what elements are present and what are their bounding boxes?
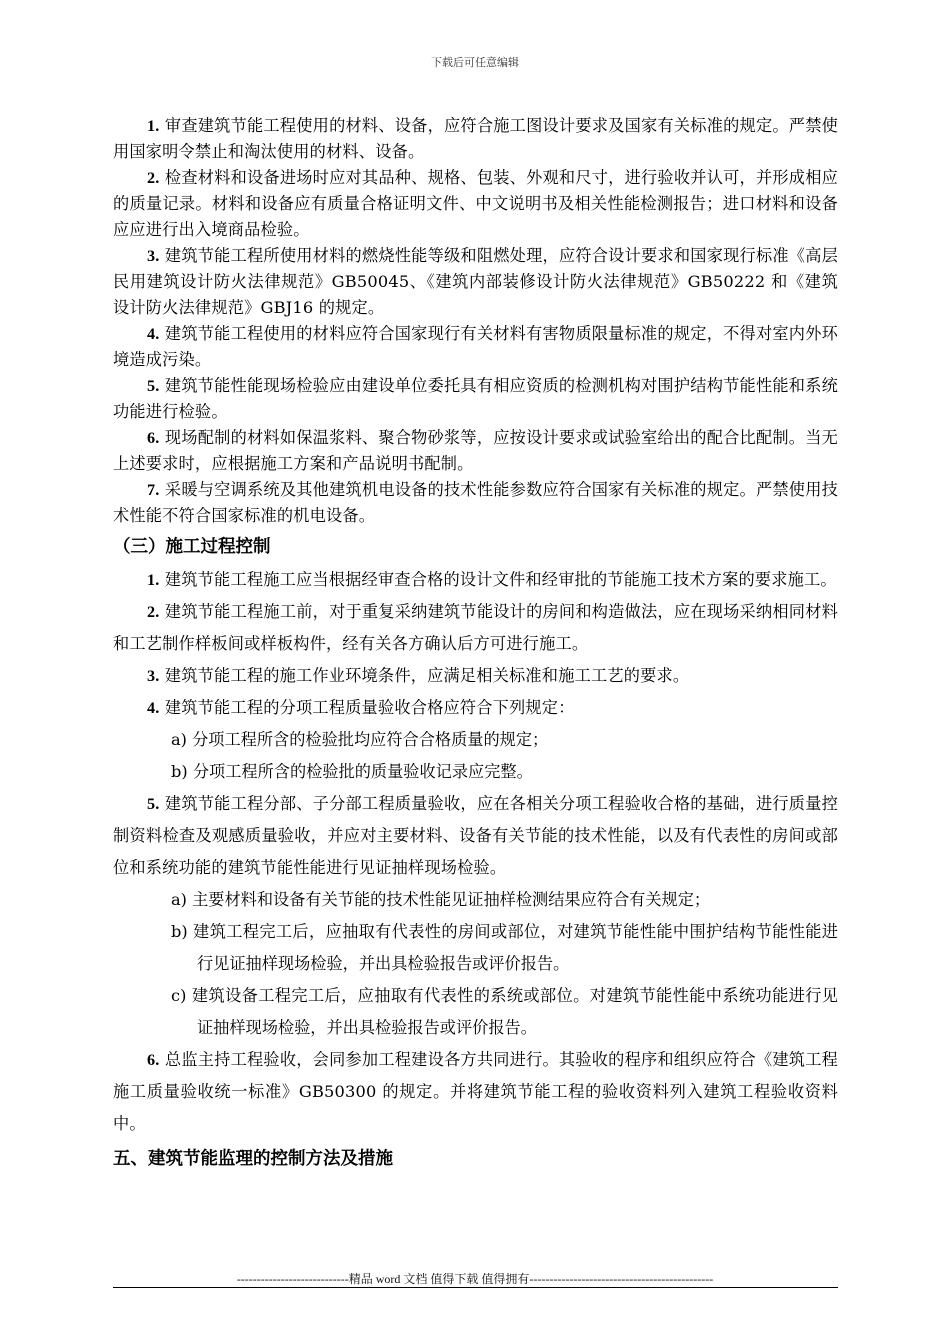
list-item-5c: c) 建筑设备工程完工后，应抽取有代表性的系统或部位。对建筑节能性能中系统功能进行见证抽样现场检验，并出具检验报告或评价报告。 <box>171 986 838 1037</box>
paragraph-2 <box>113 165 838 243</box>
list-item-4a: a) 分项工程所含的检验批均应符合合格质量的规定； <box>171 730 549 749</box>
paragraph-text: 审查建筑节能工程使用的材料、设备，应符合施工图设计要求及国家有关标准的规定。严禁使用国家明令禁止和淘汰使用的材料、设备。 <box>113 116 838 161</box>
paragraph-4 <box>113 321 838 373</box>
paragraph-text: 采暖与空调系统及其他建筑机电设备的技术性能参数应符合国家有关标准的规定。严禁使用技术性能不符合国家标准的机电设备。 <box>113 480 838 525</box>
paragraph-text: 建筑节能工程分部、子分部工程质量验收，应在各相关分项工程验收合格的基础，进行质量控制资料检查及观感质量验收，并应对主要材料、设备有关节能的技术性能，以及有代表性的房间或部位和系统功能的建筑节能性能进行见证抽样现场检验。 <box>113 794 838 877</box>
paragraph-5 <box>113 373 838 425</box>
control-paragraph-4 <box>113 692 838 724</box>
paragraph-3 <box>113 243 838 321</box>
item-number: 3. <box>147 247 160 265</box>
paragraph-text: 总监主持工程验收，会同参加工程建设各方共同进行。其验收的程序和组织应符合《建筑工程施工质量验收统一标准》GB50300 的规定。并将建筑节能工程的验收资料列入建筑工程验收资料中。 <box>113 1050 838 1133</box>
item-number: 4. <box>147 325 160 343</box>
item-number: 7. <box>147 481 160 499</box>
paragraph-text: 现场配制的材料如保温浆料、聚合物砂浆等，应按设计要求或试验室给出的配合比配制。当无上述要求时，应根据施工方案和产品说明书配制。 <box>113 428 838 473</box>
item-number: 5. <box>147 795 160 813</box>
paragraph-text: 建筑节能工程的施工作业环境条件，应满足相关标准和施工工艺的要求。 <box>159 666 690 685</box>
item-number: 1. <box>147 571 160 589</box>
paragraph-text: 检查材料和设备进场时应对其品种、规格、包装、外观和尺寸，进行验收并认可，并形成相应的质量记录。材料和设备应有质量合格证明文件、中文说明书及相关性能检测报告；进口材料和设备应应进行出入境商品检验。 <box>113 168 838 239</box>
control-paragraph-3 <box>113 660 838 692</box>
section-heading-control-methods: 五、建筑节能监理的控制方法及措施 <box>113 1149 393 1169</box>
control-paragraph-2 <box>113 596 838 660</box>
paragraph-text: 建筑节能工程施工应当根据经审查合格的设计文件和经审批的节能施工技术方案的要求施工。 <box>159 570 837 589</box>
list-item-5a: a) 主要材料和设备有关节能的技术性能见证抽样检测结果应符合有关规定； <box>171 890 711 909</box>
paragraph-7 <box>113 477 838 529</box>
footer-divider <box>113 1287 838 1288</box>
paragraph-text: 建筑节能工程所使用材料的燃烧性能等级和阻燃处理，应符合设计要求和国家现行标准《高层民用建筑设计防火法律规范》GB50045、《建筑内部装修设计防火法律规范》GB50222 和《建筑设计防火法律规范》GBJ16 的规定。 <box>113 246 838 317</box>
control-paragraph-1 <box>113 564 838 596</box>
item-number: 6. <box>147 1051 160 1069</box>
paragraph-1 <box>113 113 838 165</box>
page-footer: ----------------------------精品 word 文档 值得下载 值得拥有---------------------------------------------- <box>236 1272 714 1286</box>
control-paragraph-5 <box>113 788 838 884</box>
paragraph-6 <box>113 425 838 477</box>
control-paragraph-6 <box>113 1044 838 1140</box>
document-body <box>113 113 838 1176</box>
paragraph-text: 建筑节能性能现场检验应由建设单位委托具有相应资质的检测机构对围护结构节能性能和系统功能进行检验。 <box>113 376 838 421</box>
list-item-4b: b) 分项工程所含的检验批的质量验收记录应完整。 <box>171 762 533 781</box>
list-item-5b: b) 建筑工程完工后，应抽取有代表性的房间或部位，对建筑节能性能中围护结构节能性能进行见证抽样现场检验，并出具检验报告或评价报告。 <box>171 922 838 973</box>
paragraph-text: 建筑节能工程的分项工程质量验收合格应符合下列规定： <box>159 698 575 717</box>
item-number: 3. <box>147 667 160 685</box>
item-number: 2. <box>147 169 160 187</box>
item-number: 4. <box>147 699 160 717</box>
paragraph-text: 建筑节能工程施工前，对于重复采纳建筑节能设计的房间和构造做法，应在现场采纳相同材料和工艺制作样板间或样板构件，经有关各方确认后方可进行施工。 <box>113 602 838 653</box>
page-header: 下载后可任意编辑 <box>431 56 519 69</box>
item-number: 1. <box>147 117 160 135</box>
item-number: 6. <box>147 429 160 447</box>
paragraph-text: 建筑节能工程使用的材料应符合国家现行有关材料有害物质限量标准的规定，不得对室内外环境造成污染。 <box>113 324 838 369</box>
item-number: 2. <box>147 603 160 621</box>
section-heading-construction-control: （三）施工过程控制 <box>113 537 271 557</box>
item-number: 5. <box>147 377 160 395</box>
